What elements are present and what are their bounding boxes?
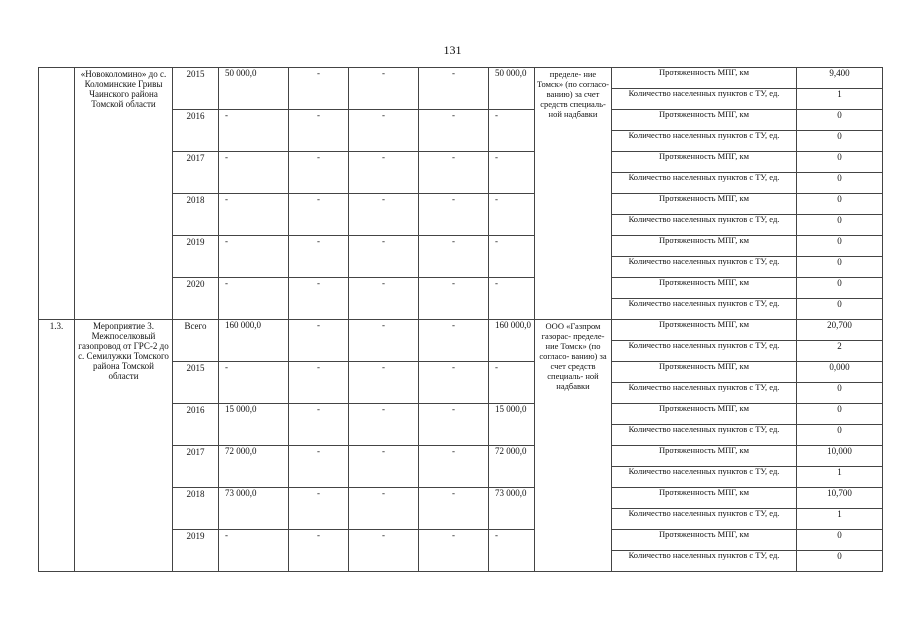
indicator-value: 0 [797, 425, 883, 446]
local-cell: - [419, 446, 489, 488]
federal-cell: - [289, 530, 349, 572]
indicator-value: 0 [797, 236, 883, 257]
other-sources-cell: - [489, 152, 535, 194]
indicator-name: Протяженность МПГ, км [612, 194, 797, 215]
regional-cell: - [349, 194, 419, 236]
federal-cell: - [289, 404, 349, 446]
year-cell: 2019 [173, 236, 219, 278]
regional-cell: - [349, 404, 419, 446]
total-cell: - [219, 110, 289, 152]
year-cell: 2015 [173, 362, 219, 404]
indicator-value: 10,000 [797, 446, 883, 467]
local-cell: - [419, 404, 489, 446]
indicator-name: Протяженность МПГ, км [612, 362, 797, 383]
event-name: «Новоколомино» до с. Коломинские Гривы Чаинского района Томской области [75, 68, 173, 320]
other-sources-cell: - [489, 110, 535, 152]
indicator-value: 2 [797, 341, 883, 362]
year-cell: 2016 [173, 110, 219, 152]
regional-cell: - [349, 278, 419, 320]
indicator-name: Количество населенных пунктов с ТУ, ед. [612, 89, 797, 110]
year-cell: 2019 [173, 530, 219, 572]
program-table [38, 67, 883, 572]
event-name: Мероприятие 3. Межпоселковый газопровод от ГРС-2 до с. Семилужки Томского района Томской области [75, 320, 173, 572]
indicator-name: Количество населенных пунктов с ТУ, ед. [612, 341, 797, 362]
indicator-name: Протяженность МПГ, км [612, 236, 797, 257]
indicator-name: Количество населенных пунктов с ТУ, ед. [612, 173, 797, 194]
year-cell: 2018 [173, 194, 219, 236]
indicator-value: 0 [797, 152, 883, 173]
indicator-name: Количество населенных пунктов с ТУ, ед. [612, 299, 797, 320]
indicator-name: Количество населенных пунктов с ТУ, ед. [612, 215, 797, 236]
total-cell: - [219, 194, 289, 236]
item-number [39, 68, 75, 320]
local-cell: - [419, 194, 489, 236]
indicator-value: 0 [797, 551, 883, 572]
local-cell: - [419, 488, 489, 530]
indicator-name: Количество населенных пунктов с ТУ, ед. [612, 509, 797, 530]
other-sources-cell: - [489, 362, 535, 404]
indicator-name: Протяженность МПГ, км [612, 278, 797, 299]
other-sources-cell: - [489, 194, 535, 236]
local-cell: - [419, 362, 489, 404]
indicator-value: 1 [797, 89, 883, 110]
indicator-name: Количество населенных пунктов с ТУ, ед. [612, 551, 797, 572]
local-cell: - [419, 110, 489, 152]
local-cell: - [419, 320, 489, 362]
indicator-name: Протяженность МПГ, км [612, 68, 797, 89]
indicator-name: Протяженность МПГ, км [612, 110, 797, 131]
indicator-name: Протяженность МПГ, км [612, 152, 797, 173]
federal-cell: - [289, 236, 349, 278]
federal-cell: - [289, 320, 349, 362]
regional-cell: - [349, 530, 419, 572]
funding-source: ООО «Газпром газорас- пределе- ние Томск» (по согласо- ванию) за счет средств специаль- ной надбавки [535, 320, 612, 572]
other-sources-cell: 72 000,0 [489, 446, 535, 488]
federal-cell: - [289, 488, 349, 530]
indicator-name: Количество населенных пунктов с ТУ, ед. [612, 425, 797, 446]
local-cell: - [419, 152, 489, 194]
total-cell: 50 000,0 [219, 68, 289, 110]
year-cell: 2017 [173, 446, 219, 488]
regional-cell: - [349, 110, 419, 152]
indicator-name: Количество населенных пунктов с ТУ, ед. [612, 131, 797, 152]
indicator-name: Количество населенных пунктов с ТУ, ед. [612, 383, 797, 404]
federal-cell: - [289, 68, 349, 110]
other-sources-cell: - [489, 530, 535, 572]
indicator-value: 0 [797, 194, 883, 215]
indicator-name: Количество населенных пунктов с ТУ, ед. [612, 467, 797, 488]
local-cell: - [419, 278, 489, 320]
year-cell: 2020 [173, 278, 219, 320]
page-number: 131 [443, 43, 462, 57]
federal-cell: - [289, 446, 349, 488]
indicator-value: 0 [797, 299, 883, 320]
total-cell: 72 000,0 [219, 446, 289, 488]
indicator-value: 0 [797, 215, 883, 236]
indicator-value: 9,400 [797, 68, 883, 89]
indicator-value: 0 [797, 110, 883, 131]
local-cell: - [419, 68, 489, 110]
regional-cell: - [349, 320, 419, 362]
total-cell: 160 000,0 [219, 320, 289, 362]
indicator-value: 0 [797, 278, 883, 299]
table-row [39, 320, 883, 341]
other-sources-cell: 15 000,0 [489, 404, 535, 446]
year-cell: 2016 [173, 404, 219, 446]
total-cell: - [219, 278, 289, 320]
indicator-name: Протяженность МПГ, км [612, 530, 797, 551]
item-number: 1.3. [39, 320, 75, 572]
funding-source: пределе- ние Томск» (по согласо- ванию) за счет средств специаль- ной надбавки [535, 68, 612, 320]
year-cell: 2015 [173, 68, 219, 110]
other-sources-cell: - [489, 278, 535, 320]
indicator-name: Протяженность МПГ, км [612, 488, 797, 509]
indicator-value: 0 [797, 257, 883, 278]
total-cell: - [219, 152, 289, 194]
total-cell: - [219, 362, 289, 404]
total-cell: 15 000,0 [219, 404, 289, 446]
indicator-name: Количество населенных пунктов с ТУ, ед. [612, 257, 797, 278]
other-sources-cell: 50 000,0 [489, 68, 535, 110]
regional-cell: - [349, 488, 419, 530]
federal-cell: - [289, 194, 349, 236]
indicator-name: Протяженность МПГ, км [612, 446, 797, 467]
indicator-value: 0,000 [797, 362, 883, 383]
federal-cell: - [289, 152, 349, 194]
federal-cell: - [289, 278, 349, 320]
federal-cell: - [289, 110, 349, 152]
indicator-value: 0 [797, 404, 883, 425]
total-cell: 73 000,0 [219, 488, 289, 530]
indicator-value: 0 [797, 530, 883, 551]
indicator-value: 0 [797, 173, 883, 194]
table-row [39, 68, 883, 89]
federal-cell: - [289, 362, 349, 404]
total-cell: - [219, 530, 289, 572]
year-cell: 2018 [173, 488, 219, 530]
regional-cell: - [349, 236, 419, 278]
indicator-value: 0 [797, 131, 883, 152]
local-cell: - [419, 530, 489, 572]
indicator-value: 1 [797, 467, 883, 488]
indicator-value: 0 [797, 383, 883, 404]
regional-cell: - [349, 446, 419, 488]
other-sources-cell: - [489, 236, 535, 278]
local-cell: - [419, 236, 489, 278]
total-cell: - [219, 236, 289, 278]
indicator-name: Протяженность МПГ, км [612, 404, 797, 425]
other-sources-cell: 160 000,0 [489, 320, 535, 362]
indicator-name: Протяженность МПГ, км [612, 320, 797, 341]
other-sources-cell: 73 000,0 [489, 488, 535, 530]
indicator-value: 10,700 [797, 488, 883, 509]
regional-cell: - [349, 362, 419, 404]
indicator-value: 1 [797, 509, 883, 530]
year-cell: Всего [173, 320, 219, 362]
year-cell: 2017 [173, 152, 219, 194]
indicator-value: 20,700 [797, 320, 883, 341]
regional-cell: - [349, 152, 419, 194]
regional-cell: - [349, 68, 419, 110]
